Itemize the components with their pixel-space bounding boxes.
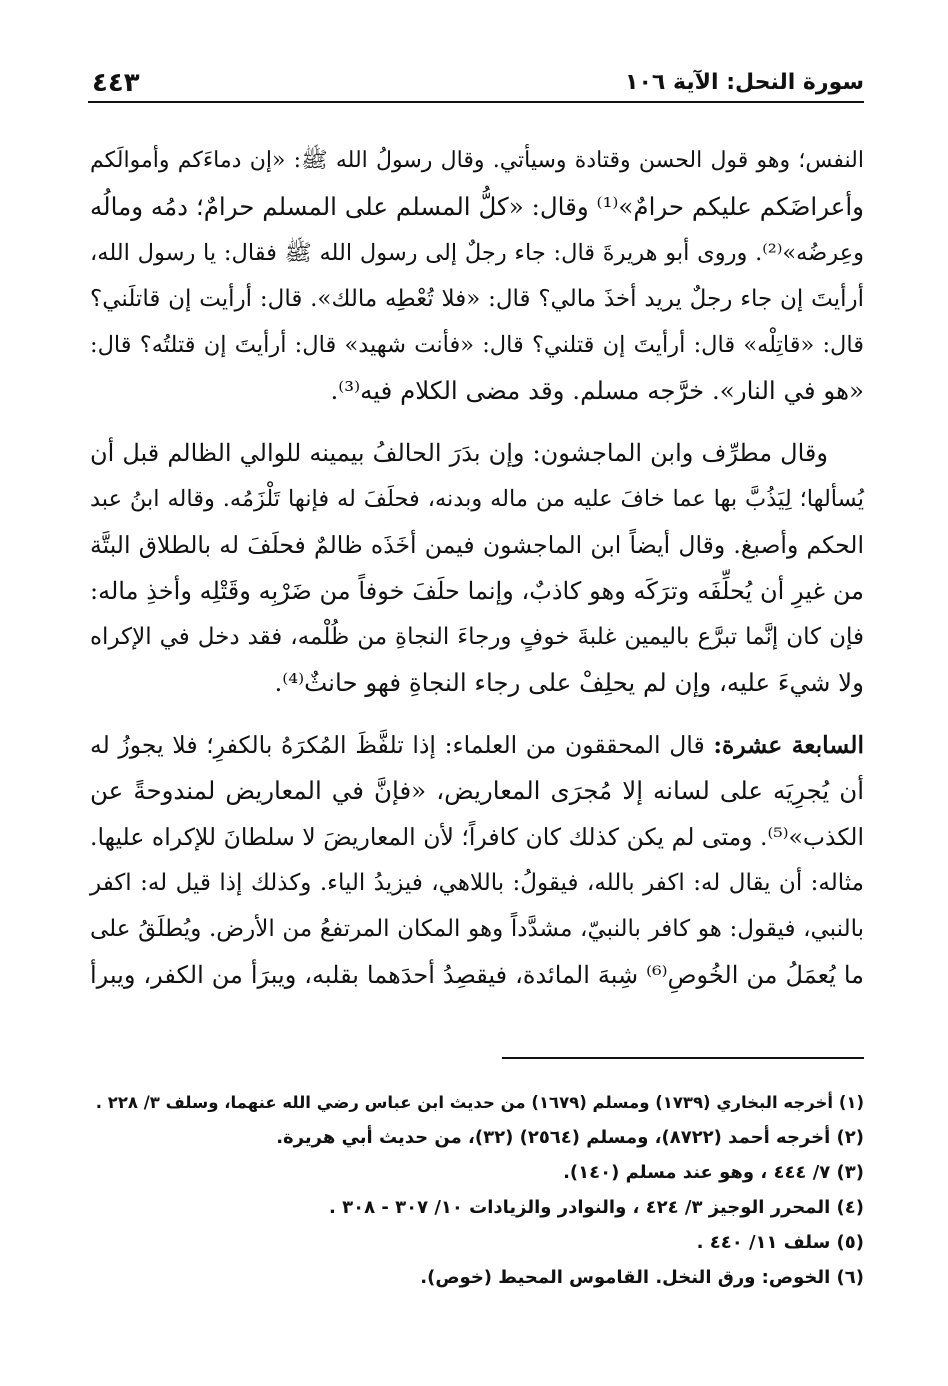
text-line: وأعراضَكم عليكم حرامٌ»⁽¹⁾ وقال: «كلُّ المسلم على المسلم حرامٌ؛ دمُه ومالُه (90, 192, 864, 221)
text-line: الحكم وأصبغ. وقال أيضاً ابن الماجشون فيمن أخَذَه ظالمٌ فحلَفَ له بالطلاق البتَّة (90, 531, 864, 559)
footnote: (١) أخرجه البخاري (١٧٣٩) ومسلم (١٦٧٩) من حديث ابن عباس رضي الله عنهما، وسلف ٣/ ٢٢٨ . (95, 1093, 864, 1112)
text-line (90, 722, 864, 768)
text-line: ولا شيءَ عليه، وإن لم يحلِفْ على رجاء النجاةِ فهو حانثٌ⁽⁴⁾. (274, 668, 864, 697)
surah-ayah-title: سورة النحل: الآية ١٠٦ (625, 70, 864, 95)
text-line: الكذب»⁽⁵⁾. ومتى لم يكن كذلك كان كافراً؛ لأن المعاريضَ لا سلطانَ للإكراه عليها. (90, 823, 864, 851)
footnote: (٣) ٧/ ٤٤٤ ، وهو عند مسلم (١٤٠). (563, 1162, 864, 1183)
footnote: (٥) سلف ١١/ ٤٤٠ . (696, 1232, 864, 1253)
text-line: وقال مطرِّف وابن الماجشون: وإن بدَرَ الحالفُ بيمينه للوالي الظالم قبل أن (90, 439, 828, 467)
main-text (90, 138, 864, 998)
footnote-divider (502, 1057, 864, 1059)
text-line: من غيرِ أن يُحلِّفَه وترَكَه وهو كاذبٌ، وإنما حلَفَ خوفاً من ضَرْبِه وقَتْلِه وأخذِ ماله: (90, 577, 864, 605)
page-number: ٤٤٣ (92, 68, 140, 98)
text-line: يُسألها؛ لِيَذُبَّ بها عما خافَ عليه من ماله وبدنه، فحلَفَ له فإنها تَلْزَمُه. وقاله ابنُ عبد (90, 486, 864, 512)
text-line: وعِرضُه»⁽²⁾. وروى أبو هريرةَ قال: جاء رجلٌ إلى رسول الله ﷺ فقال: يا رسول الله، (90, 240, 864, 266)
footnote: (٤) المحرر الوجيز ٣/ ٤٢٤ ، والنوادر والزيادات ١٠/ ٣٠٧ - ٣٠٨ . (329, 1197, 864, 1218)
footnote: (٢) أخرجه أحمد (٨٧٢٢)، ومسلم (٢٥٦٤) (٣٢)، من حديث أبي هريرة. (276, 1127, 864, 1148)
text-line: النفس؛ وهو قول الحسن وقتادة وسيأتي. وقال رسولُ الله ﷺ: «إن دماءَكم وأموالَكم (90, 148, 864, 173)
section-heading: السابعة عشرة: (713, 731, 864, 759)
text-line: فإن كان إنَّما تبرَّع باليمين غلبةَ خوفٍ ورجاءَ النجاةِ من ظُلْمه، فقد دخل في الإكراه (90, 624, 864, 650)
text-line: قال: «قاتِلْه» قال: أرأيتَ إن قتلني؟ قال: «فأنت شهيد» قال: أرأيتَ إن قتلتُه؟ قال: (90, 332, 864, 358)
footnote: (٦) الخوص: ورق النخل. القاموس المحيط (خوص). (420, 1267, 864, 1288)
text-line: «هو في النار». خرَّجه مسلم. وقد مضى الكلام فيه⁽³⁾. (330, 376, 864, 405)
running-header (92, 58, 864, 98)
text-line: ما يُعمَلُ من الخُوصِ⁽⁶⁾ شِبهَ المائدة، فيقصِدُ أحدَهما بقلبه، ويبرَأ من الكفر، ويبرأ (90, 961, 864, 989)
text-span: قال المحققون من العلماء: إذا تلفَّظَ المُكرَهُ بالكفرِ؛ فلا يجوزُ له (90, 731, 714, 759)
text-line: أن يُجرِيَه على لسانه إلا مُجرَى المعاريض، «فإنَّ في المعاريض لمندوحةً عن (90, 776, 864, 805)
text-line: بالنبي، فيقول: هو كافر بالنبيّ، مشدَّداً وهو المكان المرتفعُ من الأرض. ويُطلَقُ على (90, 916, 864, 942)
text-line: أرأيتَ إن جاء رجلٌ يريد أخذَ مالي؟ قال: «فلا تُعْطِه مالك». قال: أرأيت إن قاتلَني؟ (90, 286, 864, 312)
text-line: مثاله: أن يقال له: اكفر بالله، فيقولُ: باللاهي، فيزيدُ الياء. وكذلك إذا قيل له: اكفر (90, 870, 864, 896)
footnotes (90, 1085, 864, 1295)
paragraph-gap (90, 706, 864, 722)
header-divider (88, 101, 864, 103)
paragraph-gap (90, 414, 864, 430)
